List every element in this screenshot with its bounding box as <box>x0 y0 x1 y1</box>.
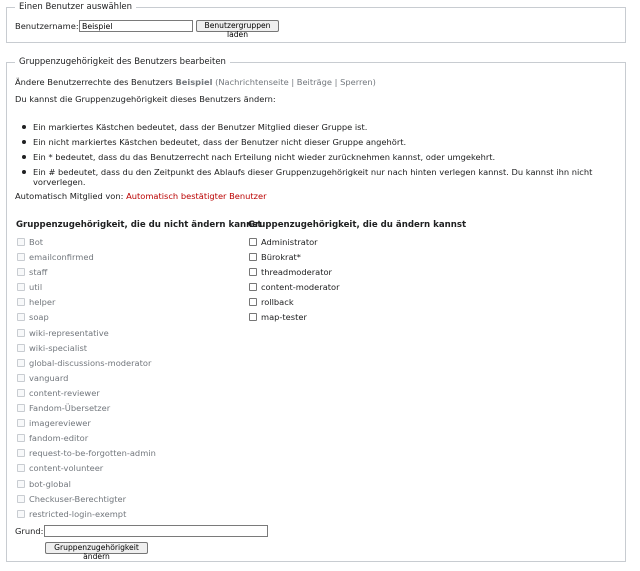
editable-group-item[interactable] <box>249 297 340 312</box>
disabled-checkbox <box>17 464 25 472</box>
fixed-group-item <box>17 297 156 312</box>
fixed-groups-heading: Gruppenzugehörigkeit, die du nicht ändern kannst <box>16 220 262 230</box>
disabled-checkbox <box>17 480 25 488</box>
editable-group-item[interactable] <box>249 237 340 252</box>
disabled-checkbox <box>17 268 25 276</box>
disabled-checkbox <box>17 238 25 246</box>
disabled-checkbox <box>17 359 25 367</box>
fixed-group-item <box>17 403 156 418</box>
load-groups-button[interactable]: Benutzergruppen laden <box>196 20 279 32</box>
disabled-checkbox <box>17 344 25 352</box>
fixed-group-item <box>17 328 156 343</box>
disabled-checkbox <box>17 495 25 503</box>
group-label[interactable]: Administrator <box>261 237 318 247</box>
username-input[interactable] <box>79 20 193 32</box>
disabled-checkbox <box>17 298 25 306</box>
group-label: global-discussions-moderator <box>29 357 152 368</box>
reason-label: Grund: <box>15 526 44 536</box>
editable-group-item[interactable] <box>249 282 340 297</box>
rule-item <box>15 167 640 187</box>
rule-item <box>15 122 640 137</box>
group-label: bot-global <box>29 478 71 489</box>
fixed-group-item <box>17 343 156 358</box>
disabled-checkbox <box>17 404 25 412</box>
disabled-checkbox <box>17 510 25 518</box>
fixed-group-item <box>17 388 156 403</box>
group-checkbox[interactable] <box>249 313 257 321</box>
disabled-checkbox <box>17 313 25 321</box>
fixed-group-item <box>17 433 156 448</box>
auto-member-line <box>15 191 267 201</box>
user-intro-line <box>15 77 376 87</box>
username-label: Benutzername: <box>15 21 79 31</box>
bullet-icon <box>22 140 26 144</box>
auto-member-link[interactable]: Automatisch bestätigter Benutzer <box>126 191 267 201</box>
fixed-group-item <box>17 312 156 327</box>
disabled-checkbox <box>17 253 25 261</box>
separator: | <box>332 77 341 87</box>
paren-close: ) <box>372 77 376 87</box>
group-label: vanguard <box>29 372 69 383</box>
group-label: fandom-editor <box>29 433 89 444</box>
fixed-group-item <box>17 373 156 388</box>
bullet-icon <box>22 155 26 159</box>
rule-text: Ein nicht markiertes Kästchen bedeutet, dass der Benutzer nicht dieser Gruppe angehört. <box>33 137 407 147</box>
group-label: Checkuser-Berechtigter <box>29 493 127 504</box>
block-link[interactable]: Sperren <box>340 77 373 87</box>
group-label: wiki-specialist <box>29 342 88 353</box>
group-label: wiki-representative <box>29 327 109 338</box>
rules-list <box>15 122 640 187</box>
talk-page-link[interactable]: Nachrichtenseite <box>218 77 289 87</box>
group-label: content-volunteer <box>29 463 104 474</box>
editable-groups-list <box>249 237 340 328</box>
group-label[interactable]: Bürokrat* <box>261 252 301 263</box>
disabled-checkbox <box>17 434 25 442</box>
group-label: request-to-be-forgotten-admin <box>29 448 156 459</box>
group-label[interactable]: rollback <box>261 297 294 308</box>
user-name-link[interactable]: Beispiel <box>175 77 213 87</box>
group-checkbox[interactable] <box>249 298 257 306</box>
fixed-group-item <box>17 237 156 252</box>
group-label: staff <box>29 267 48 278</box>
rule-item <box>15 152 640 167</box>
group-label: soap <box>29 312 49 323</box>
change-groups-button[interactable]: Gruppenzugehörigkeit ändern <box>45 542 148 554</box>
fixed-group-item <box>17 448 156 463</box>
fixed-group-item <box>17 479 156 494</box>
editable-group-item[interactable] <box>249 252 340 267</box>
group-label: helper <box>29 297 56 308</box>
rule-item <box>15 137 640 152</box>
paren-open: ( <box>212 77 219 87</box>
group-checkbox[interactable] <box>249 283 257 291</box>
fixed-group-item <box>17 463 156 478</box>
group-label[interactable]: content-moderator <box>261 282 340 293</box>
rule-text: Ein markiertes Kästchen bedeutet, dass der Benutzer Mitglied dieser Gruppe ist. <box>33 122 368 132</box>
fixed-group-item <box>17 494 156 509</box>
editable-group-item[interactable] <box>249 267 340 282</box>
group-label: Fandom-Übersetzer <box>29 403 111 414</box>
group-label: imagereviewer <box>29 418 91 429</box>
disabled-checkbox <box>17 389 25 397</box>
editable-groups-heading: Gruppenzugehörigkeit, die du ändern kannst <box>248 220 467 230</box>
group-checkbox[interactable] <box>249 238 257 246</box>
bullet-icon <box>22 125 26 129</box>
group-label[interactable]: threadmoderator <box>261 267 332 278</box>
group-label: util <box>29 282 43 293</box>
can-change-text: Du kannst die Gruppenzugehörigkeit dieses Benutzers ändern: <box>15 94 276 104</box>
disabled-checkbox <box>17 374 25 382</box>
contributions-link[interactable]: Beiträge <box>296 77 332 87</box>
fixed-group-item <box>17 267 156 282</box>
fixed-group-item <box>17 252 156 267</box>
rule-text: Ein # bedeutet, dass du den Zeitpunkt des Ablaufs dieser Gruppenzugehörigkeit nur nach hinten verlegen kannst. Du kannst ihn nicht vorverlegen. <box>33 167 593 187</box>
disabled-checkbox <box>17 329 25 337</box>
group-label[interactable]: map-tester <box>261 312 307 323</box>
rule-text: Ein * bedeutet, dass du das Benutzerrecht nach Erteilung nicht wieder zurücknehmen kannst, oder umgekehrt. <box>33 152 496 162</box>
group-label: content-reviewer <box>29 387 100 398</box>
separator: | <box>288 77 297 87</box>
auto-member-label: Automatisch Mitglied von: <box>15 191 124 201</box>
group-label: emailconfirmed <box>29 252 94 263</box>
disabled-checkbox <box>17 449 25 457</box>
fixed-group-item <box>17 509 156 524</box>
fixed-group-item <box>17 358 156 373</box>
bullet-icon <box>22 170 26 174</box>
select-user-legend: Einen Benutzer auswählen <box>19 2 133 12</box>
disabled-checkbox <box>17 283 25 291</box>
fixed-group-item <box>17 282 156 297</box>
group-checkbox[interactable] <box>249 253 257 261</box>
fixed-group-item <box>17 418 156 433</box>
group-checkbox[interactable] <box>249 268 257 276</box>
intro-prefix: Ändere Benutzerrechte des Benutzers <box>15 77 173 87</box>
edit-groups-legend: Gruppenzugehörigkeit des Benutzers bearbeiten <box>19 57 226 67</box>
reason-input[interactable] <box>44 525 268 537</box>
fixed-groups-list <box>17 237 156 524</box>
editable-group-item[interactable] <box>249 312 340 327</box>
group-label: Bot <box>29 237 44 247</box>
group-label: restricted-login-exempt <box>29 508 127 519</box>
disabled-checkbox <box>17 419 25 427</box>
